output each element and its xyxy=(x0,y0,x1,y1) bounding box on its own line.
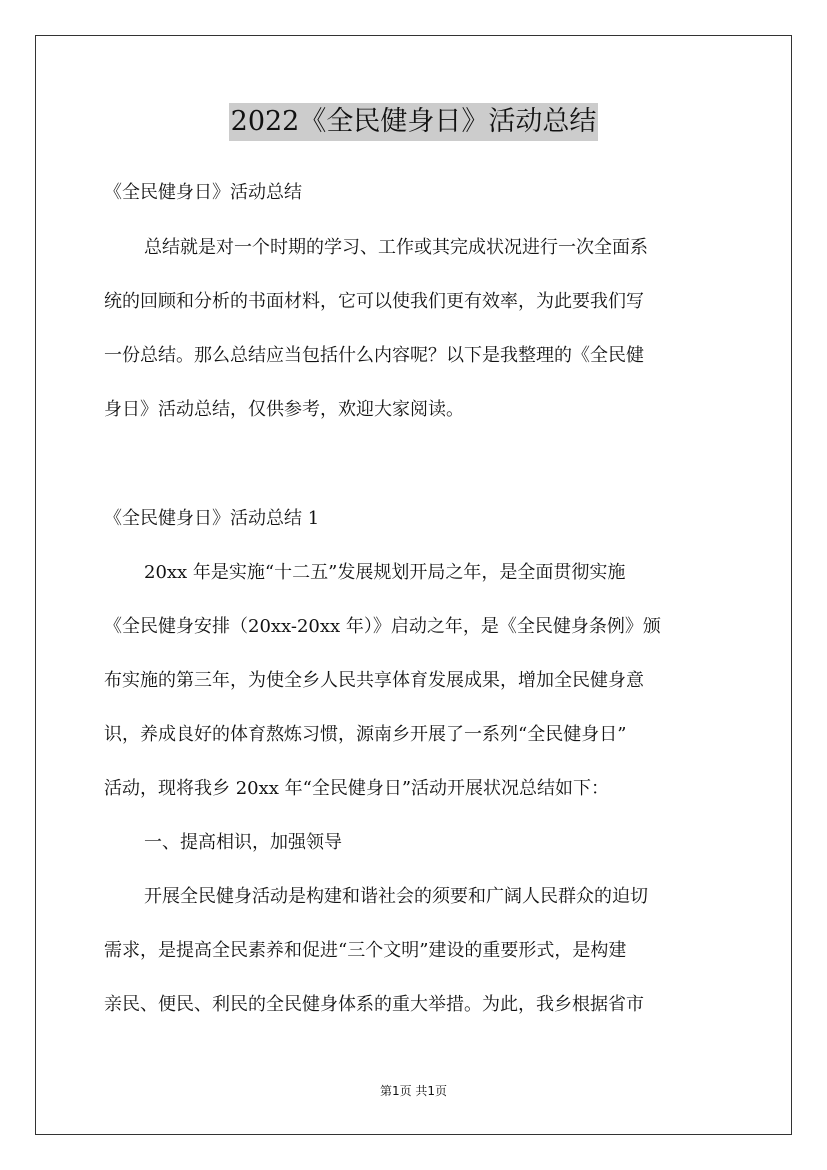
section1-line-4: 识，养成良好的体育熬炼习惯，源南乡开展了一系列“全民健身日” xyxy=(104,724,627,745)
section1-line-1: 20xx 年是实施“十二五”发展规划开局之年，是全面贯彻实施 xyxy=(144,562,626,583)
intro-line-3: 一份总结。那么总结应当包括什么内容呢？以下是我整理的《全民健 xyxy=(104,345,644,366)
document-title: 2022《全民健身日》活动总结 xyxy=(229,103,599,141)
intro-line-1: 总结就是对一个时期的学习、工作或其完成状况进行一次全面系 xyxy=(144,237,648,258)
point1-line-1: 开展全民健身活动是构建和谐社会的须要和广阔人民群众的迫切 xyxy=(144,886,648,907)
section1-line-2: 《全民健身安排（20xx-20xx 年）》启动之年，是《全民健身条例》颁 xyxy=(104,616,661,637)
point1-line-3: 亲民、便民、利民的全民健身体系的重大举措。为此，我乡根据省市 xyxy=(104,994,644,1015)
section1-line-5: 活动，现将我乡 20xx 年“全民健身日”活动开展状况总结如下： xyxy=(104,778,610,799)
section1-line-3: 布实施的第三年，为使全乡人民共享体育发展成果，增加全民健身意 xyxy=(104,670,644,691)
intro-line-2: 统的回顾和分析的书面材料，它可以使我们更有效率，为此要我们写 xyxy=(104,291,644,312)
page-footer: 第1页 共1页 xyxy=(379,1084,448,1098)
point1-heading: 一、提高相识，加强领导 xyxy=(144,832,342,853)
document-subtitle: 《全民健身日》活动总结 xyxy=(104,182,302,203)
intro-line-4: 身日》活动总结，仅供参考，欢迎大家阅读。 xyxy=(104,399,464,420)
title-container xyxy=(0,103,827,141)
point1-line-2: 需求，是提高全民素养和促进“三个文明”建设的重要形式，是构建 xyxy=(104,940,627,961)
section1-heading: 《全民健身日》活动总结 1 xyxy=(104,508,320,529)
